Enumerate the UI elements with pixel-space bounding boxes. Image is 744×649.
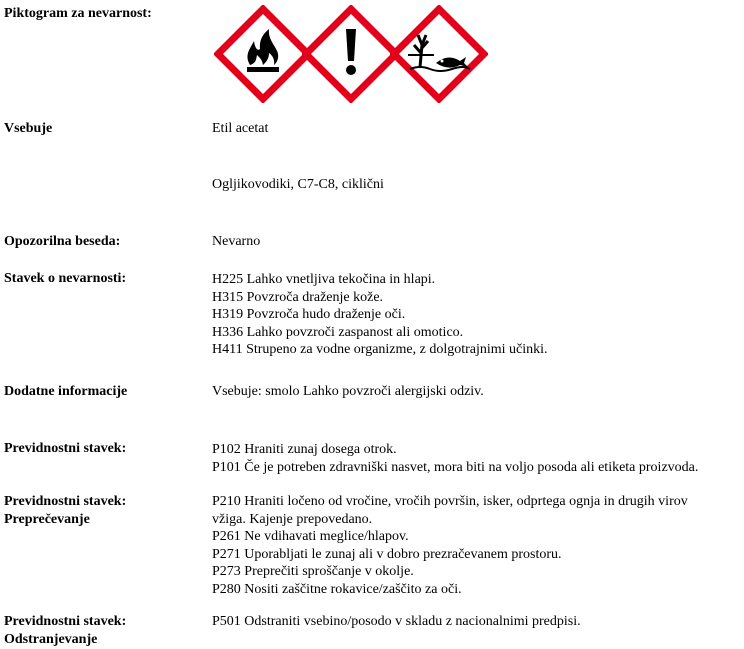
label-line: Preprečevanje [4,512,90,527]
hazard-pictograms [214,5,494,103]
contains-label: Vsebuje [4,121,53,136]
precautionary-disposal-label [4,613,126,649]
hazard-statements-list [212,271,548,359]
contains-item: Etil acetat [212,121,269,136]
precautionary-general-list [212,441,698,476]
precautionary-statement: P501 Odstraniti vsebino/posodo v skladu z nacionalnimi predpisi. [212,614,581,629]
exclamation-mark-icon [302,5,400,103]
hazard-statement: H225 Lahko vnetljiva tekočina in hlapi. [212,272,436,287]
contains-item: Ogljikovodiki, C7-C8, ciklični [212,177,384,192]
precautionary-disposal-list [212,613,581,631]
additional-info-label: Dodatne informacije [4,384,128,399]
hazard-statement: H315 Povzroča draženje kože. [212,289,384,305]
precautionary-statement: vžiga. Kajenje prepovedano. [212,511,373,527]
precautionary-prevention-label [4,493,126,529]
precautionary-statement: P273 Preprečiti sproščanje v okolje. [212,564,414,580]
flame-icon [214,5,312,103]
label-line: Previdnostni stavek: [4,494,127,509]
precautionary-statement: P261 Ne vdihavati meglice/hlapov. [212,529,409,545]
pictogram-label: Piktogram za nevarnost: [4,6,152,21]
signal-word-value: Nevarno [212,234,261,249]
signal-word-label: Opozorilna beseda: [4,234,121,249]
precautionary-prevention-list [212,493,688,599]
hazard-statement: H336 Lahko povzroči zaspanost ali omotico. [212,324,464,340]
label-line: Odstranjevanje [4,632,98,647]
precautionary-statement: P280 Nositi zaščitne rokavice/zaščito za oči. [212,581,462,597]
additional-info-value: Vsebuje: smolo Lahko povzroči alergijski odziv. [212,384,484,399]
precautionary-statement: P271 Uporabljati le zunaj ali v dobro prezračevanem prostoru. [212,546,562,562]
hazard-statement: H411 Strupeno za vodne organizme, z dolgotrajnimi učinki. [212,342,548,358]
precautionary-general-label: Previdnostni stavek: [4,441,127,456]
precautionary-statement: P101 Če je potreben zdravniški nasvet, mora biti na voljo posoda ali etiketa proizvoda. [212,459,699,475]
precautionary-statement: P210 Hraniti ločeno od vročine, vročih površin, isker, odprtega ognja in drugih virov [212,494,688,509]
precautionary-statement: P102 Hraniti zunaj dosega otrok. [212,442,397,457]
environment-icon [390,5,488,103]
label-line: Previdnostni stavek: [4,614,127,629]
hazard-statements-label: Stavek o nevarnosti: [4,271,127,286]
hazard-statement: H319 Povzroča hudo draženje oči. [212,307,406,323]
